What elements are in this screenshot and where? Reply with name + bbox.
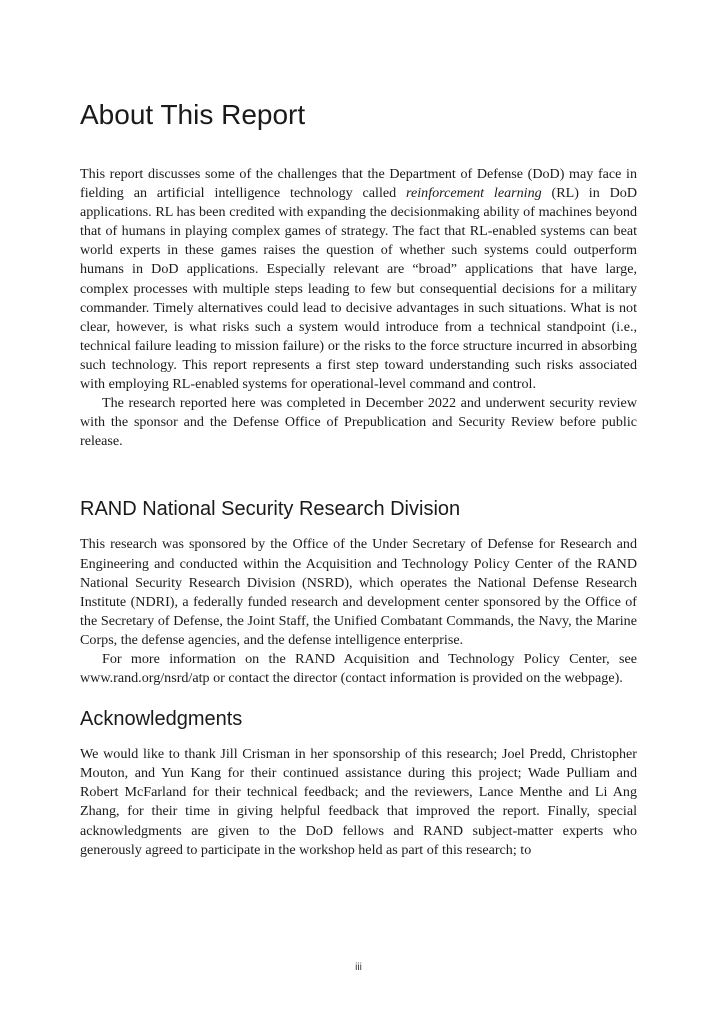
rand-paragraph-1: This research was sponsored by the Office of the Under Secretary of Defense for Research and Engineering and conducted within the Acquisition and Technology Policy Center of the RAND National Security Research Division (NSRD), which operates the National Defense Research Institute (NDRI), a federally funded research and development center sponsored by the Office of the Secretary of Defense, the Joint Staff, the Unified Combatant Commands, the Navy, the Marine Corps, the defense agencies, and the defense intelligence enterprise. [80, 536, 637, 648]
intro-paragraph-2: The research reported here was completed in December 2022 and underwent security review with the sponsor and the Defense Office of Prepublication and Security Review before public release. [80, 395, 637, 450]
intro-italic-term: reinforcement learning [406, 185, 542, 202]
acknowledgments-heading: Acknowledgments [80, 708, 243, 731]
intro-text-start: This report discusses some of the challenges that the Department of Defense (DoD) may face in fielding an artificial intelligence technology called [80, 166, 637, 202]
rand-paragraph-2: For more information on the RAND Acquisition and Technology Policy Center, see www.rand.org/nsrd/atp or contact the director (contact information is provided on the webpage). [80, 650, 637, 687]
acknowledgments-paragraph: We would like to thank Jill Crisman in her sponsorship of this research; Joel Predd, Christopher Mouton, and Yun Kang for their continued assistance during this project; Wade Pulliam and Robert McFarland for their technical feedback; and the reviewers, Lance Menthe and Li Ang Zhang, for their time in giving helpful feedback that improved the report. Finally, special acknowledgments are given to the DoD fellows and RAND subject-matter experts who generously agreed to participate in the workshop held as part of this research; to [80, 746, 637, 858]
page-title: About This Report [80, 99, 306, 130]
intro-paragraph-1 [80, 165, 637, 394]
page-content [80, 98, 637, 860]
rand-section-heading: RAND National Security Research Division [80, 498, 461, 521]
page-number: iii [355, 962, 362, 973]
intro-text-end: (RL) in DoD applications. RL has been credited with expanding the decisionmaking ability of machines beyond that of humans in playing complex games of strategy. The fact that RL-enabled systems can beat world experts in these games raises the question of whether such systems could outperform humans in DoD applications. Especially relevant are “broad” applications that have large, complex processes with multiple steps leading to few but consequential decisions for a military commander. Timely alternatives could lead to decisive advantages in such situations. What is not clear, however, is what risks such a system would introduce from a technical standpoint (i.e., technical failure leading to mission failure) or the risks to the force structure incurred in absorbing such technology. This report represents a first step toward understanding such risks associated with employing RL-enabled systems for operational-level command and control. [80, 185, 638, 393]
